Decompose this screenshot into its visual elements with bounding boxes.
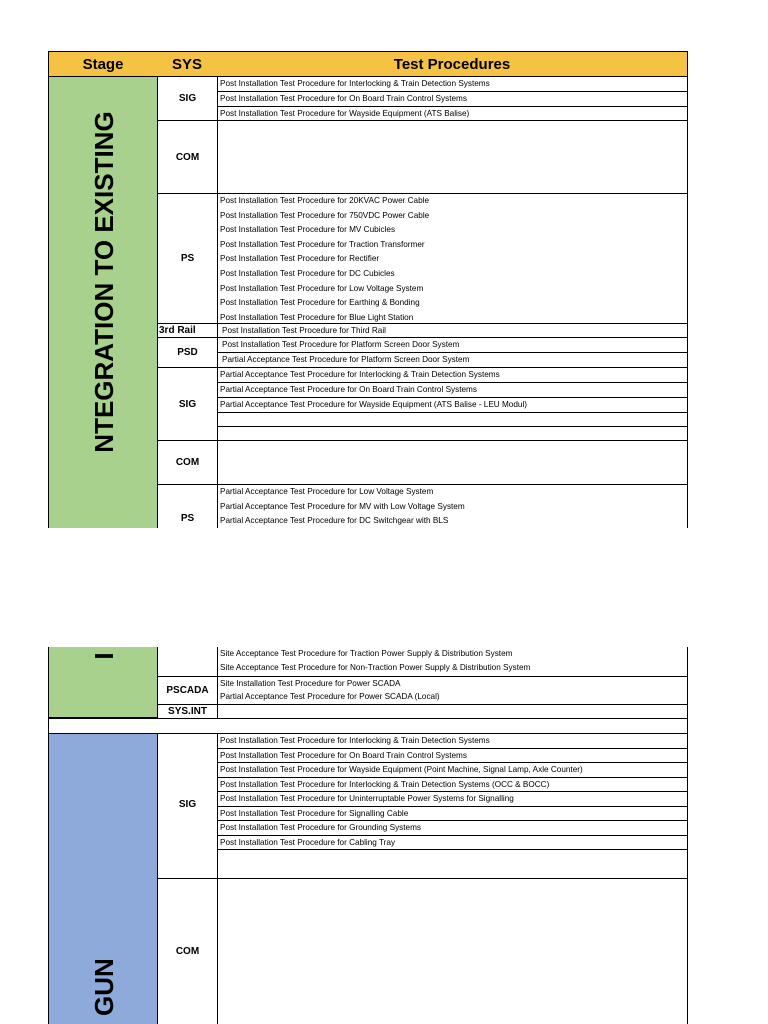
sys-sysint: SYS.INT: [157, 704, 218, 719]
sys-3rd-rail: 3rd Rail: [157, 323, 218, 338]
sys-ps-partial: PS: [157, 484, 218, 528]
pscada-procedures: [217, 676, 688, 705]
sys-com-partial: COM: [157, 440, 218, 485]
list-item: Post Installation Test Procedure for 20KVAC Power Cable: [220, 196, 430, 205]
list-item: Post Installation Test Procedure for Platform Screen Door System: [218, 338, 687, 353]
list-item: Post Installation Test Procedure for Rectifier: [220, 254, 380, 264]
spacer-row: [48, 718, 688, 734]
sys-com: COM: [157, 120, 218, 194]
list-item: Partial Acceptance Test Procedure for Low Voltage System: [220, 487, 434, 496]
list-item: [218, 850, 687, 878]
sys-sig-stage2: SIG: [157, 733, 218, 879]
sig-partial-procedures: [217, 367, 688, 441]
list-item: [218, 413, 687, 427]
list-item: Partial Acceptance Test Procedure for Interlocking & Train Detection Systems: [218, 368, 687, 383]
list-item: Post Installation Test Procedure for Interlocking & Train Detection Systems (OCC & BOCC): [218, 778, 687, 793]
sys-psd: PSD: [157, 337, 218, 368]
list-item: Post Installation Test Procedure for Cabling Tray: [218, 836, 687, 851]
list-item: Partial Acceptance Test Procedure for Power SCADA (Local): [220, 692, 440, 701]
stage-2-label: GUN: [89, 958, 119, 1016]
site-procedures: [217, 647, 688, 677]
sys-com-stage2: COM: [157, 878, 218, 1024]
list-item: Post Installation Test Procedure for Third Rail: [222, 326, 386, 335]
list-item: Partial Acceptance Test Procedure for Wayside Equipment (ATS Balise - LEU Modul): [218, 398, 687, 413]
list-item: Post Installation Test Procedure for Traction Transformer: [220, 239, 425, 249]
psd-procedures: [217, 337, 688, 368]
sys-sig: SIG: [157, 76, 218, 121]
list-item: Post Installation Test Procedure for Grounding Systems: [218, 821, 687, 836]
rail-procedures: [217, 323, 688, 338]
stage-integration-label: NTEGRATION TO EXISTING: [89, 111, 119, 453]
header-stage: Stage: [48, 51, 158, 77]
stage-integration-cell: [48, 76, 158, 528]
list-item: [218, 427, 687, 440]
sys-pscada: PSCADA: [157, 676, 218, 705]
list-item: Post Installation Test Procedure for Interlocking & Train Detection Systems: [218, 77, 687, 92]
sys-sig-partial: SIG: [157, 367, 218, 441]
list-item: Post Installation Test Procedure for Earthing & Bonding: [220, 298, 420, 308]
list-item: Partial Acceptance Test Procedure for MV with Low Voltage System: [220, 501, 465, 511]
list-item: Post Installation Test Procedure for Uninterruptable Power Systems for Signalling: [218, 792, 687, 807]
stage-integration-cell-cont: [48, 647, 158, 718]
sig-procedures: [217, 76, 688, 121]
list-item: Post Installation Test Procedure for DC Cubicles: [220, 268, 395, 278]
list-item: Post Installation Test Procedure for On Board Train Control Systems: [218, 92, 687, 107]
list-item: Post Installation Test Procedure for MV Cubicles: [220, 225, 396, 235]
list-item: Post Installation Test Procedure for 750VDC Power Cable: [220, 210, 430, 220]
sig-stage2-procedures: [217, 733, 688, 879]
list-item: Post Installation Test Procedure for Wayside Equipment (ATS Balise): [220, 109, 470, 118]
list-item: Post Installation Test Procedure for Low Voltage System: [220, 283, 424, 293]
com-stage2-procedures: [217, 878, 688, 1024]
header-sys: SYS: [157, 51, 218, 77]
list-item: Site Acceptance Test Procedure for Traction Power Supply & Distribution System: [220, 649, 513, 658]
list-item: Partial Acceptance Test Procedure for DC Switchgear with BLS: [220, 516, 449, 526]
com-partial-procedures: [217, 440, 688, 485]
ps-partial-procedures: [217, 484, 688, 528]
list-item: Post Installation Test Procedure for Blue Light Station: [220, 312, 414, 322]
stage-integration-label-cont: I: [89, 652, 119, 660]
list-item: Partial Acceptance Test Procedure for On Board Train Control Systems: [218, 383, 687, 398]
list-item: Post Installation Test Procedure for Signalling Cable: [218, 807, 687, 822]
sys-ps: PS: [157, 193, 218, 324]
list-item: Site Acceptance Test Procedure for Non-Traction Power Supply & Distribution System: [220, 663, 531, 672]
sys-ps-site: [157, 647, 218, 677]
com-procedures: [217, 120, 688, 194]
ps-procedures: [217, 193, 688, 324]
list-item: Partial Acceptance Test Procedure for Platform Screen Door System: [222, 355, 470, 364]
list-item: Post Installation Test Procedure for Wayside Equipment (Point Machine, Signal Lamp, Axle Counter): [218, 763, 687, 778]
header-test-procedures: Test Procedures: [217, 51, 688, 77]
list-item: Post Installation Test Procedure for Interlocking & Train Detection Systems: [218, 734, 687, 749]
sysint-procedures: [217, 704, 688, 719]
list-item: Post Installation Test Procedure for On Board Train Control Systems: [218, 749, 687, 764]
list-item: Site Installation Test Procedure for Power SCADA: [220, 679, 401, 688]
stage-2-cell: [48, 733, 158, 1024]
